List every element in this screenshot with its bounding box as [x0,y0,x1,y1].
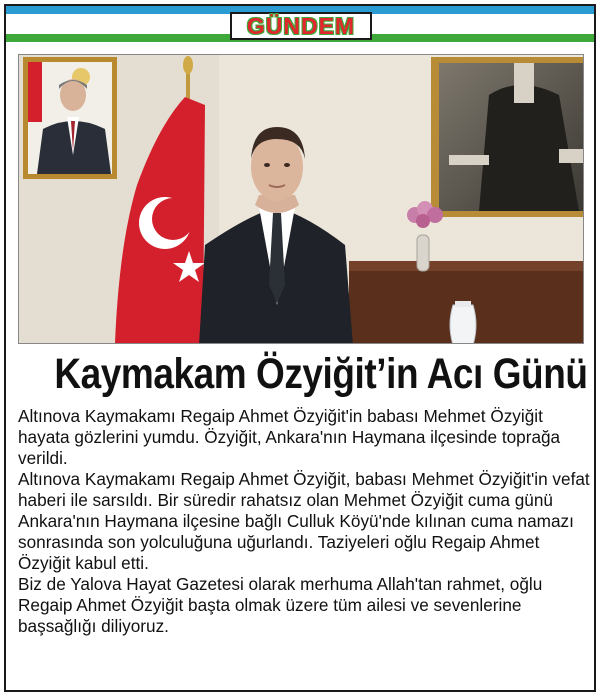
section-label: GÜNDEM [246,12,356,39]
section-banner [6,6,594,46]
section-label-box [230,12,372,40]
news-clipping [4,4,596,692]
portrait-frame-right-icon [431,57,584,217]
photo-illustration [19,55,584,344]
article-body [18,406,590,637]
article-photo [18,54,584,344]
article-paragraph: Biz de Yalova Hayat Gazetesi olarak merhuma Allah'tan rahmet, oğlu Regaip Ahmet Özyiğit başta olmak üzere tüm ailesi ve sevenlerine başsağlığı diliyoruz. [18,574,543,636]
article-paragraph: Altınova Kaymakamı Regaip Ahmet Özyiğit, babası Mehmet Özyiğit'in vefat haberi ile sarsıldı. Bir süredir rahatsız olan Mehmet Özyiğit cuma günü Ankara'nın Haymana ilçesine bağlı Culluk Köyü'nde kılınan cuma namazı sonrasında son yolculuğuna uğurlandı. Taziyeleri oğlu Regaip Ahmet Özyiğit kabul etti. [18,469,590,573]
portrait-frame-left-icon [23,57,117,179]
article-headline: Kaymakam Özyiğit’in Acı Günü [54,350,588,398]
white-vase-icon [450,301,476,344]
article-paragraph: Altınova Kaymakamı Regaip Ahmet Özyiğit'in babası Mehmet Özyiğit hayata gözlerini yumdu. Özyiğit, Ankara'nın Haymana ilçesinde toprağa verildi. [18,406,561,468]
